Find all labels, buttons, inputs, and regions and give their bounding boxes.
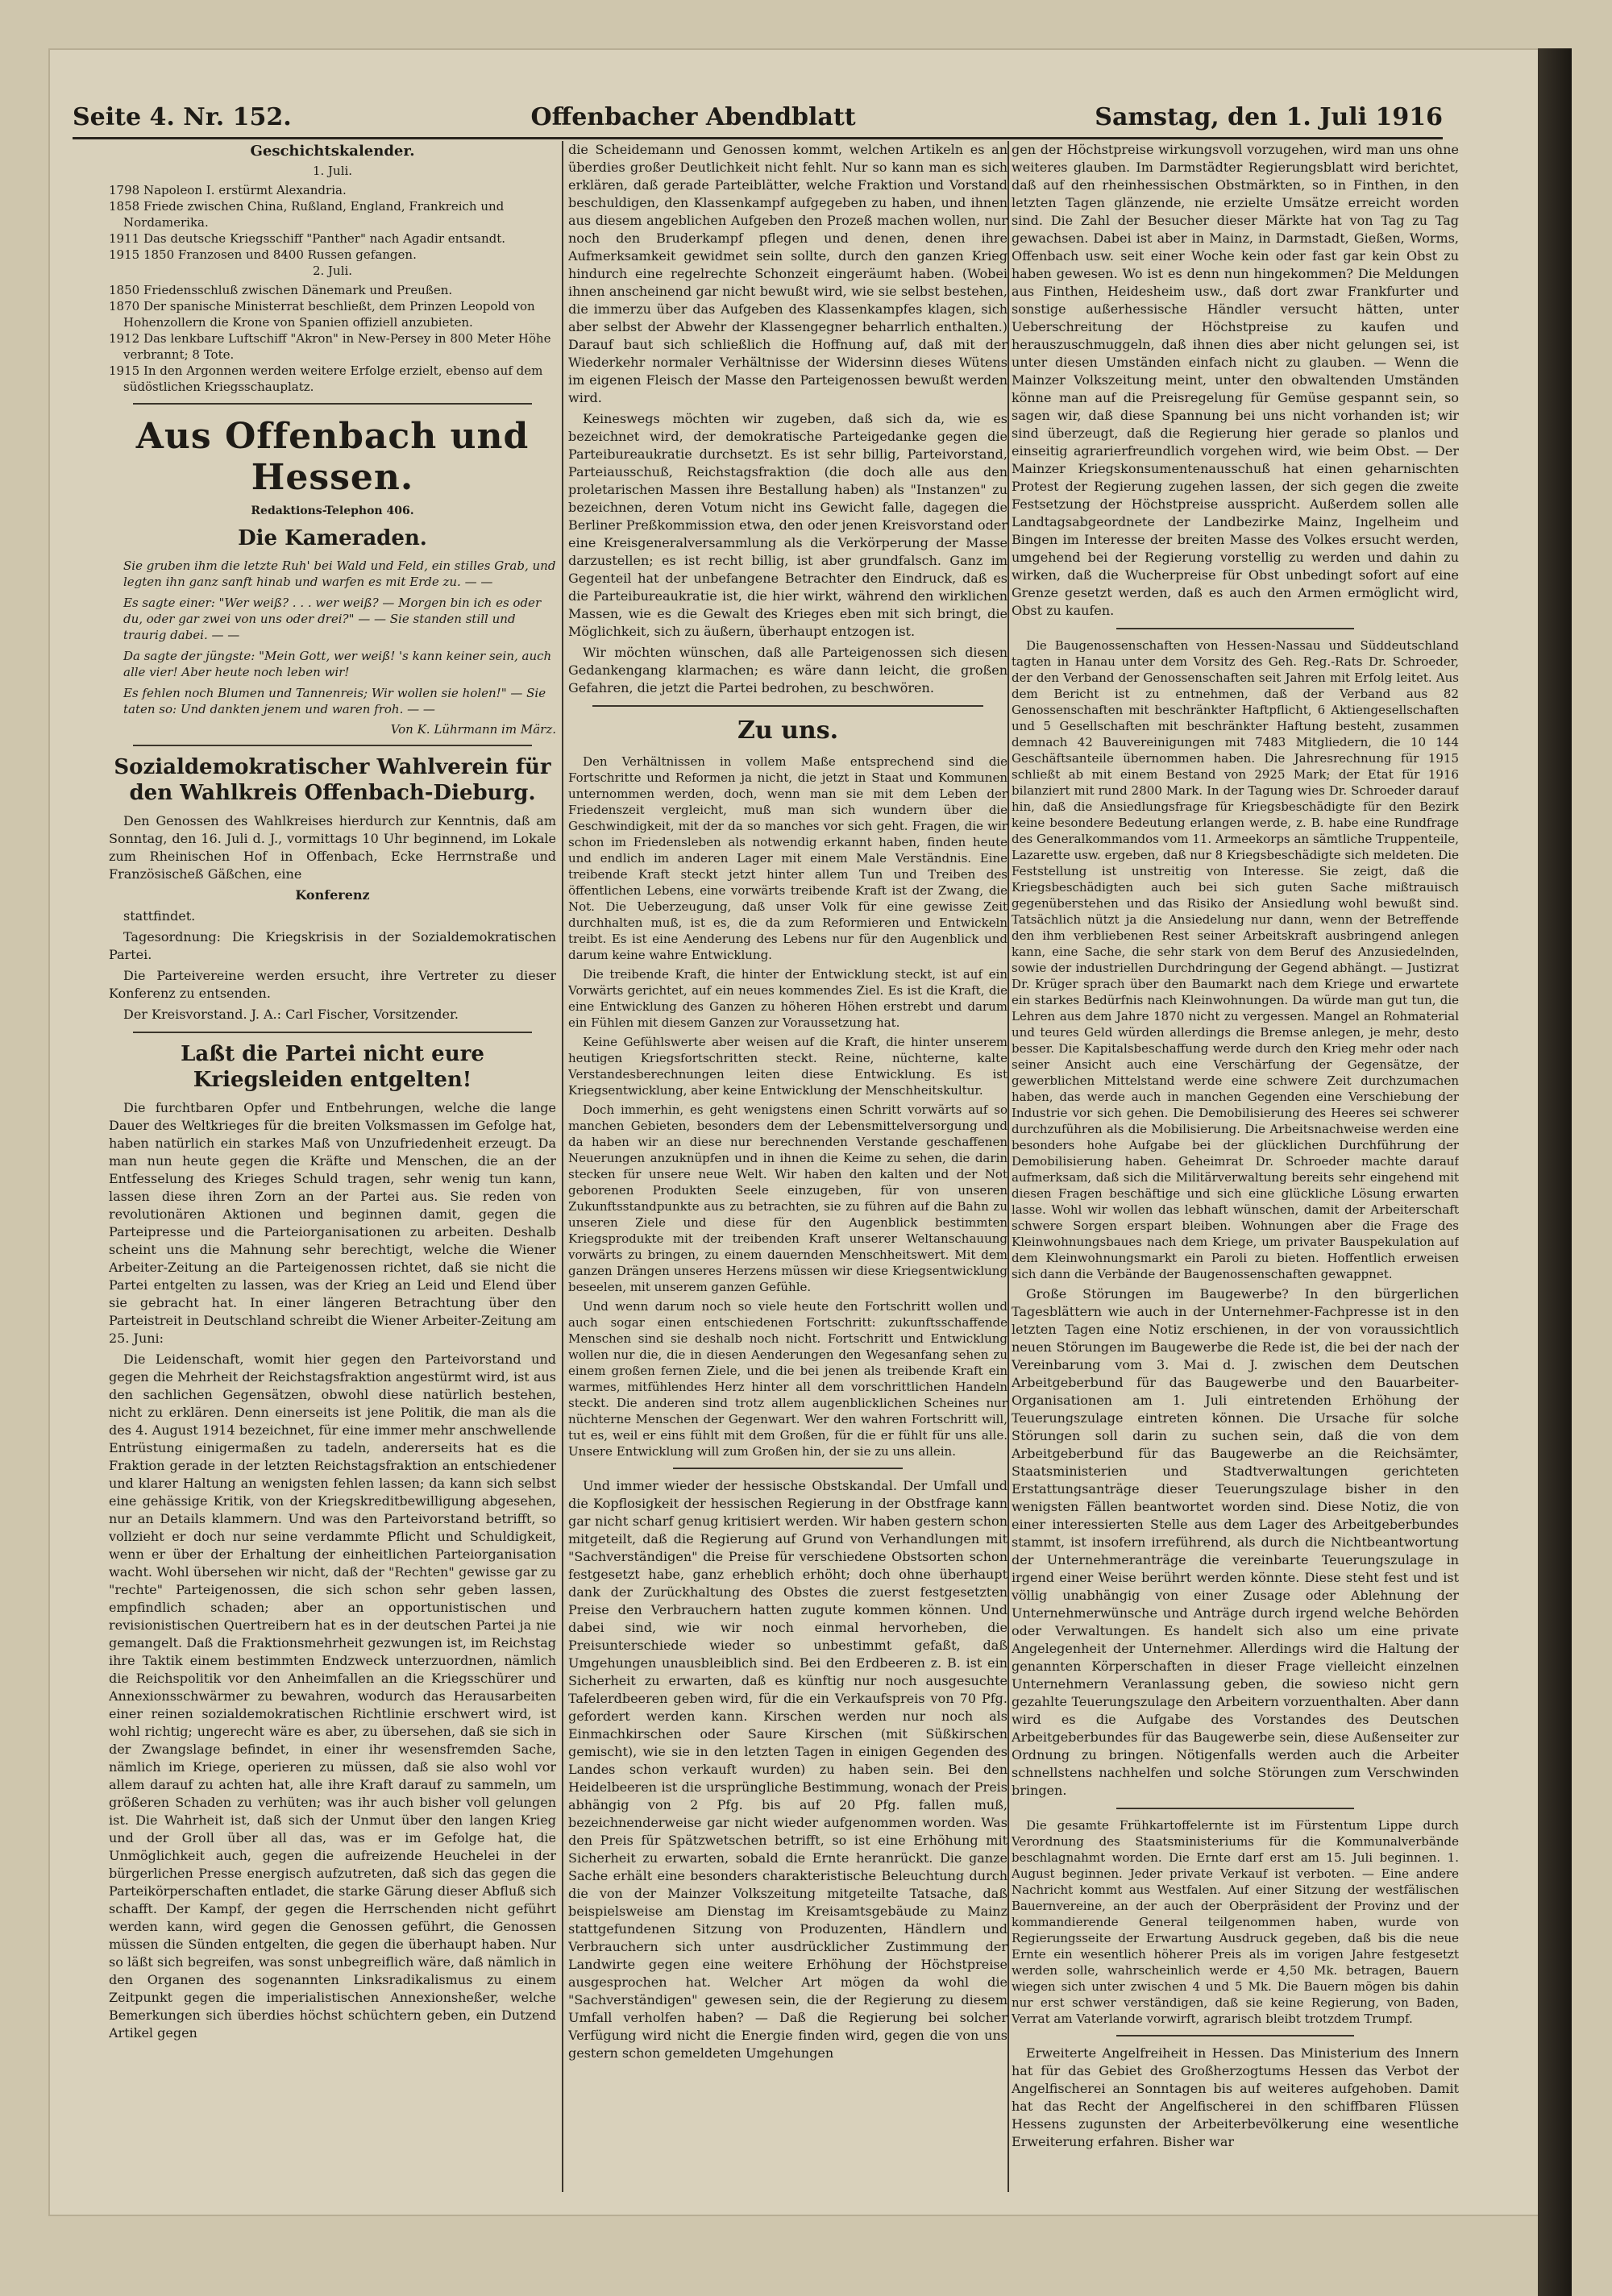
divider [673,1468,903,1469]
divider [133,745,532,746]
page-header [73,97,1443,139]
article-paragraph: Große Störungen im Baugewerbe? In den bürgerlichen Tagesblättern wie auch in der Unternehmer-Fachpresse ist in den letzten Tagen eine Notiz erschienen, in der von voraussichtlich neuen Störungen im Baugewerbe die Rede ist, die bei der nach der Vereinbarung vom 3. Mai d. J. zwischen dem Deutschen Arbeitgeberbund für das Baugewerbe und den Bauarbeiter-Organisationen am 1. Juli eintretenden Erhöhung der Teuerungszulage eintreten können. Die Ursache für solche Störungen soll darin zu suchen sein, daß die von dem Arbeitgeberbund für das Baugewerbe an die Reichsämter, Staatsministerien und Stadtverwaltungen gerichteten Erstattungsanträge dieser Teuerungszulage bisher in den wenigsten Fällen beantwortet worden sind. Diese Notiz, die von einer interessierten Stelle aus dem Lager des Arbeitgeberbundes stammt, ist insofern irreführend, als durch die Nichtbeantwortung der Unternehmeranträge die vereinbarte Teuerungszulage in irgend einer Weise berührt werden könnte. Diese steht fest und ist völlig unabhängig von einer Zusage oder Ablehnung der Unternehmerwünsche und Anträge durch irgend welche Behörden oder Verwaltungen. Es handelt sich also um eine private Angelegenheit der Unternehmer. Allerdings wird die Haltung der genannten Körperschaften in dieser Frage vielleicht einzelnen Unternehmern Veranlassung geben, die sowieso nicht gern gezahlte Teuerungszulage den Arbeitern vorzuenthalten. Aber dann wird es die Aufgabe des Vorstandes des Deutschen Arbeitgeberbundes für das Baugewerbe sein, diese Außenseiter zur Ordnung zu bringen. Nötigenfalls werden auch die Arbeiter schnellstens nachhelfen und solche Störungen zum Verschwinden bringen. [1012,1286,1459,1798]
divider [1116,628,1354,629]
article-paragraph: Und wenn darum noch so viele heute den Fortschritt wollen und auch sogar einen entschiedenen Fortschritt: zukunftsschaffende Menschen sind sie deshalb noch nicht. Fortschritt und Entwicklung wollen nur die, die in diesen Aenderungen den Wegesanfang sehen zu einem großen fernen Ziele, und die bei jenen als treibende Kraft ein warmes, mitfühlendes Herz hinter all dem vorschrittlichen Handeln steckt. Die anderen sind trotz allem augenblicklichen Scheines nur nüchterne Menschen der Gegenwart. Wer den wahren Fortschritt will, tut es, weil er eins fühlt mit dem Großen, für die er fühlt für uns alle. Unsere Entwicklung will zum Großen hin, der sie zu uns allein. [568,1299,1008,1459]
article-paragraph: Tagesordnung: Die Kriegskrisis in der Sozialdemokratischen Partei. [109,929,556,962]
article-paragraph: Den Genossen des Wahlkreises hierdurch zur Kenntnis, daß am Sonntag, den 16. Juli d. J., vormittags 10 Uhr beginnend, im Lokale zum Rheinischen Hof in Offenbach, Ecke Herrnstraße und Französischeß Gäßchen, eine [109,813,556,882]
divider [133,1032,532,1033]
article-paragraph: Keineswegs möchten wir zugeben, daß sich da, wie es bezeichnet wird, der demokratische Parteigedanke gegen die Parteibureaukratie durchsetzt. Es ist sehr billig, Parteivorstand, Parteiausschuß, Reichstagsfraktion (die doch alle aus den proletarischen Massen ihre Bestallung haben) als "Instanzen" zu bezeichnen, deren Votum nicht ins Gewicht falle, dagegen die Berliner Preßkommission etwa, den oder jenen Kreisvorstand oder eine Kreisgeneralversammlung als die Verkörperung der Masse darzustellen; es ist recht billig, ist aber grundfalsch. Ganz im Gegenteil hat der unbefangene Betrachter den Eindruck, daß es die Parteibureaukratie ist, die hier wirkt, während den wirklichen Massen, wie es die Gewalt des Krieges eben mit sich bringt, die Möglichkeit, sich zu äußern, überhaupt entzogen ist. [568,411,1008,639]
calendar-date: 2. Juli. [312,264,353,278]
article-paragraph: Die Baugenossenschaften von Hessen-Nassau und Süddeutschland tagten in Hanau unter dem Vorsitz des Geh. Reg.-Rats Dr. Schroeder, der den Verband der Genossenschaften seit Jahren mit Erfolg leitet. Aus dem Bericht ist zu entnehmen, daß der Verband aus 82 Genossenschaften mit beschränkter Haftpflicht, 6 Aktiengesellschaften und 5 Gesellschaften mit beschränkter Haftung besteht, zusammen demnach 42 Bauvereinigungen mit 7483 Mitgliedern, die 10 144 Geschäftsanteile übernommen haben. Die Jahresrechnung für 1915 schließt ab mit einem Bestand von 2925 Mark; der Etat für 1916 bilanziert mit rund 2800 Mark. In der Tagung wies Dr. Schroeder darauf hin, daß die Ansiedlungsfrage für Kriegsbeschädigte für den Bezirk keine besondere Bedeutung erlangen werde, z. B. habe eine Rundfrage des Generalkommandos vom 11. Armeekorps an sämtliche Truppenteile, Lazarette usw. ergeben, daß nur 8 Kriegsbeschädigte sich meldeten. Die Feststellung ist unstreitig von Interesse. Sie zeigt, daß die Kriegsbeschädigten auch bei sich guten Sache mißtrauisch gegenüberstehen und das Risiko der Ansiedlung wohl bewußt sind. Tatsächlich nützt ja die Ansiedelung nur dann, wenn der Betreffende den ihm verbliebenen Rest seiner Arbeitskraft ausbringend anlegen kann, eine Sache, die sehr stark von dem Beruf des Anzusiedelnden, sowie der industriellen Durchdringung der Gegend abhängt. — Justizrat Dr. Krüger sprach über den Baumarkt nach dem Kriege und erwartete ein starkes Bedürfnis nach Kleinwohnungen. Da würde man gut tun, die Lehren aus dem Jahre 1870 nicht zu vergessen. Mangel an Rohmaterial und teures Geld würden allerdings die Bremse anlegen, je mehr, desto besser. Die Kapitalsbeschaffung werde durch den Krieg mehr oder nach seiner Ansicht auch eine Verschärfung der Gegensätze, der gewerblichen Mittelstand werde eine schwere Zeit durchzumachen haben, das werde auch in manchen Gegenden eine Verschiebung der Industrie vor sich gehen. Die Demobilisierung des Heeres sei schwerer durchzuführen als die Mobilisierung. Die Arbeitsnachweise werden eine besonders hohe Aufgabe bei der glücklichen Durchführung der Demobilisierung haben. Geheimrat Dr. Schroeder machte darauf aufmerksam, daß sich die Militärverwaltung bereits sehr eingehend mit diesen Fragen beschäftige und sich eine glückliche Lösung erwarten lasse. Wohl wir wollen das lebhaft wünschen, damit der Arbeiterschaft schwere Sorgen erspart bleiben. Wohnungen aber die Frage des Kleinwohnungsbaues nach dem Kriege, um privater Bauspekulation auf dem Kleinwohnungsmarkt ein Paroli zu bieten. Hoffentlich erweisen sich dann die Verbände der Baugenossenschaften gewappnet. [1012,638,1459,1281]
divider [1116,2035,1354,2037]
calendar-entry: 1858 Friede zwischen China, Rußland, England, Frankreich und Nordamerika. [109,199,505,230]
poem-stanza: Es sagte einer: "Wer weiß? . . . wer weiß? — Morgen bin ich es oder du, oder gar zwei von uns oder drei?" — — Sie standen still und traurig dabei. — — [123,596,542,642]
column-1 [109,141,556,2204]
calendar-entry: 1911 Das deutsche Kriegsschiff "Panther" nach Agadir entsandt. [109,231,506,246]
divider [592,705,983,707]
column-rule [562,141,563,2192]
article-paragraph: die Scheidemann und Genossen kommt, welchen Artikeln es an überdies großer Deutlichkeit nicht fehlt. Nur so kann man es sich erklären, daß gerade Parteiblätter, welche Fraktion und Vorstand beschuldigen, den Klassenkampf aufgegeben zu haben, und ihnen aus diesem angeblichen Aufgeben den Prozeß machen wollen, nur noch den Bruderkampf pflegen und denen, denen ihre Aufmerksamkeit gewidmet sein sollte, durch den ganzen Krieg hindurch eine regelrechte Schonzeit eingeräumt haben. (Wobei ihnen anscheinend gar nicht bewußt wird, wie sie selbst bestehen, die immerzu über das Aufgeben des Klassenkampfes klagen, sich aber selbst der Abwehr der Klassengegner beharrlich enthalten.) Darauf baut sich schließlich die Hoffnung auf, daß mit der Wiederkehr normaler Verhältnisse der Widersinn dieses Wütens im eigenen Fleisch der Masse den Parteigenossen bewußt werden wird. [568,142,1008,405]
header-page-number: Seite 4. Nr. 152. [73,102,292,131]
zu-uns-title: Zu uns. [737,716,839,745]
calendar-entry: 1915 1850 Franzosen und 8400 Russen gefangen. [109,247,417,262]
column-2 [568,141,1008,2204]
page-edge-shadow [1538,48,1572,2296]
poem-stanza: Es fehlen noch Blumen und Tannenreis; Wir wollen sie holen!" — Sie taten so: Und dankten jenem und waren froh. — — [123,686,546,716]
article-paragraph: Und immer wieder der hessische Obstskandal. Der Umfall und die Kopflosigkeit der hessischen Regierung in der Obstfrage kann gar nicht scharf genug kritisiert werden. Wir haben gestern schon mitgeteilt, daß die Regierung auf Grund von Verhandlungen mit "Sachverständigen" die Preise für verschiedene Obstsorten schon festgesetzt habe, ganz erheblich erhöht; doch ohne überhaupt dank der Zurückhaltung des Obstes die zuerst festgesetzten Preise den Verbrauchern hatten zugute kommen können. Und dabei sind, wie wir noch einmal hervorheben, die Preisunterschiede wieder so unbestimmt gefaßt, daß Umgehungen unausbleiblich sind. Bei den Erdbeeren z. B. ist ein Sicherheit zu erwarten, daß es künftig nur noch ausgesuchte Tafelerdbeeren geben wird, für die ein Verkaufspreis von 70 Pfg. gefordert werden kann. Kirschen werden nur noch als Einmachkirschen oder Saure Kirschen (mit Süßkirschen gemischt), wie sie in den letzten Tagen in einigen Gegenden des Landes schon verkauft wurden) zu haben sein. Bei den Heidelbeeren ist die ursprüngliche Bestimmung, wonach der Preis abhängig von 2 Pfg. bis auf 20 Pfg. fallen muß, bezeichnenderweise gar nicht wieder aufgenommen worden. Was den Preis für Spätzwetschen betrifft, so ist eine Erhöhung mit Sicherheit zu erwarten, sobald die Ernte heranrückt. Die ganze Sache erhält eine besonders charakteristische Beleuchtung durch die von der Mainzer Volkszeitung mitgeteilte Tatsache, daß beispielsweise am Dienstag im Kreisamtsgebäude zu Mainz stattgefundenen Sitzung von Produzenten, Händlern und Verbrauchern sich unter ausdrücklicher Zustimmung der Landwirte gegen eine weitere Erhöhung der Höchstpreise ausgesprochen hat. Welcher Art mögen da wohl die "Sachverständigen" gewesen sein, die der Regierung zu diesem Umfall verholfen haben? — Daß die Regierung bei solcher Verfügung wird nicht die Energie finden wird, gegen die von uns gestern schon gemeldeten Umgehungen [568,1478,1008,2061]
calendar-entry: 1912 Das lenkbare Luftschiff "Akron" in New-Persey in 800 Meter Höhe verbrannt; 8 Tote. [109,331,551,362]
section-title: Aus Offenbach und Hessen. [135,416,530,498]
article-paragraph: stattfindet. [123,908,196,924]
article-paragraph: Die treibende Kraft, die hinter der Entwicklung steckt, ist auf ein Vorwärts gerichtet, auf ein neues kommendes Ziel. Es ist die Kraft, die eine Entwicklung des Ganzen zu höheren Höhen erstrebt und darum ein Fühlen mit diesem Ganzen zur Voraussetzung hat. [568,967,1008,1030]
calendar-entry: 1870 Der spanische Ministerrat beschließt, dem Prinzen Leopold von Hohenzollern die Krone von Spanien offiziell anzubieten. [109,299,535,330]
article-paragraph: Erweiterte Angelfreiheit in Hessen. Das Ministerium des Innern hat für das Gebiet des Großherzogtums Hessen das Verbot der Angelfischerei an Sonntagen bis auf weiteres aufgehoben. Damit hat das Recht der Angelfischerei in den schiffbaren Flüssen Hessens zugunsten der Arbeiterbevölkerung eine wesentliche Erweiterung erfahren. Bisher war [1012,2045,1459,2149]
poem-title: Die Kameraden. [238,526,427,550]
column-3 [1012,141,1459,2204]
calendar-entry: 1915 In den Argonnen werden weitere Erfolge erzielt, ebenso auf dem südöstlichen Kriegsschauplatz. [109,363,543,394]
article-paragraph: Die gesamte Frühkartoffelernte ist im Fürstentum Lippe durch Verordnung des Staatsministeriums für die Kommunalverbände beschlagnahmt worden. Die Ernte darf erst am 15. Juli beginnen. 1. August beginnen. Jeder private Verkauf ist verboten. — Eine andere Nachricht kommt aus Westfalen. Auf einer Sitzung der westfälischen Bauernvereine, an der auch der Oberpräsident der Provinz und der kommandierende General teilgenommen haben, wurde von Regierungsseite der Erwartung Ausdruck gegeben, daß bis die neue Ernte ein wesentlich höherer Preis als im vorigen Jahre festgesetzt werden solle, wahrscheinlich werde er 4,50 Mk. betragen, Bauern wiegen sich unter zwischen 4 und 5 Mk. Die Bauern mögen bis dahin nur erst schwer verständigen, daß sie keine Regierung, von Baden, Verrat am Vaterlande vorwirft, agrarisch bleibt trotzdem Trumpf. [1012,1818,1459,2026]
article-paragraph: Wir möchten wünschen, daß alle Parteigenossen sich diesen Gedankengang klarmachen; es wäre dann leicht, die großen Gefahren, die jetzt die Partei bedrohen, zu beschwören. [568,645,1008,695]
calendar-entry: 1798 Napoleon I. erstürmt Alexandria. [109,183,347,197]
calendar-entry: 1850 Friedensschluß zwischen Dänemark und Preußen. [109,283,453,297]
calendar-date: 1. Juli. [312,164,353,178]
article-paragraph: Die furchtbaren Opfer und Entbehrungen, welche die lange Dauer des Weltkrieges für die breiten Volksmassen im Gefolge hat, haben natürlich ein starkes Maß von Unzufriedenheit erzeugt. Da man nun heute gegen die Kräfte und Menschen, die an der Entfesselung des Krieges Schuld tragen, sehr wenig tun kann, lassen diese ihren Zorn an der Partei aus. Sie reden von revolutionären Aktionen und beginnen damit, gegen die Parteipresse und die Parteiorganisationen zu arbeiten. Deshalb scheint uns die Mahnung sehr berechtigt, welche die Wiener Arbeiter-Zeitung an die Parteigenossen richtet, daß sie nicht die Partei entgelten zu lassen, was der Krieg an Leid und Elend über sie gebracht hat. In einer längeren Betrachtung über den Parteistreit in Deutschland schreibt die Wiener Arbeiter-Zeitung am 25. Juni: [109,1100,556,1346]
column-rule [1008,141,1009,2192]
article-paragraph: gen der Höchstpreise wirkungsvoll vorzugehen, wird man uns ohne weiteres glauben. Im Darmstädter Regierungsblatt wird berichtet, daß auf den rheinhessischen Obstmärkten, so in Finthen, in den letzten Tagen glänzende, nie erzielte Umsätze erreicht worden sind. Die Zahl der Besucher dieser Märkte hat von Tag zu Tag gewachsen. Dabei ist aber in Mainz, in Darmstadt, Gießen, Worms, Offenbach usw. seit einer Woche kein oder fast gar kein Obst zu haben gewesen. Wo ist es denn nun hingekommen? Die Meldungen aus Finthen, Heidesheim usw., daß dort zwar Frankfurter und sonstige außerhessische Händler versucht hätten, unter Ueberschreitung der Höchstpreise zu kaufen und herauszuschmuggeln, daß ihnen dies aber nicht gelungen sei, ist unter diesen Umständen einfach nicht zu glauben. — Wenn die Mainzer Volkszeitung meint, unter den obwaltenden Umständen könne man auf die Preisregelung für Gemüse gespannt sein, so sagen wir, daß diese Spannung bei uns nicht vorhanden ist; wir sind überzeugt, daß die Regierung hier gerade so planlos und einseitig agrarierfreundlich vorgehen wird, wie beim Obst. — Der Mainzer Kriegskonsumentenausschuß hat einen geharnischten Protest der Regierung zugehen lassen, der sich gegen die zweite Festsetzung der Höchstpreise ausspricht. Außerdem sollen alle Landtagsabgeordnete der Landbezirke Mainz, Ingelheim und Bingen im Interesse der breiten Masse des Volkes ersucht werden, umgehend bei der Regierung vorstellig zu werden und dahin zu wirken, daß die Wucherpreise für Obst unbedingt sofort auf eine Grenze gesetzt werden, daß es auch den Armen ermöglicht wird, Obst zu kaufen. [1012,142,1459,618]
header-masthead: Offenbacher Abendblatt [530,102,856,131]
divider [1116,1808,1354,1809]
article-paragraph: Doch immerhin, es geht wenigstens einen Schritt vorwärts auf so manchen Gebieten, besonders dem der Lebensmittelversorgung und da haben wir an diese nur berechnenden Verstande geschaffenen Neuerungen anzuknüpfen und in ihnen die Keime zu sehen, die darin stecken für unsere neue Welt. Wir haben den kalten und der Not geborenen Produkten Seele einzugeben, für von unseren Zukunftsstandpunkte aus zu betrachten, sie zu führen auf die Bahn zu unseren Ziele und diese für den Augenblick bestimmten Kriegsprodukte mit der treibenden Kraft unserer Weltanschauung vorwärts zu bringen, zu einem dauernden Menschheitswert. Mit dem ganzen Drängen unseres Herzens müssen wir diese Kriegsentwicklung beseelen, mit unserem ganzen Gefühle. [568,1102,1008,1294]
poem-author: Von K. Lührmann im März. [390,722,556,737]
calendar-title: Geschichtskalender. [250,143,415,160]
article-signature: Der Kreisvorstand. J. A.: Carl Fischer, Vorsitzender. [123,1007,459,1022]
header-date: Samstag, den 1. Juli 1916 [1095,102,1443,131]
article-paragraph: Die Parteivereine werden ersucht, ihre Vertreter zu dieser Konferenz zu entsenden. [109,968,556,1001]
article-paragraph: Keine Gefühlswerte aber weisen auf die Kraft, die hinter unserem heutigen Kriegsfortschritten steckt. Reine, nüchterne, kalte Verstandesberechnungen leiten diese Entwicklung. Es ist Kriegsentwicklung, aber keine Entwicklung der Menschheitskultur. [568,1035,1008,1098]
section-phone: Redaktions-Telephon 406. [251,504,414,517]
divider [133,403,532,405]
poem-stanza: Da sagte der jüngste: "Mein Gott, wer weiß! 's kann keiner sein, auch alle vier! Aber heute noch leben wir! [123,649,552,679]
article-paragraph: Die Leidenschaft, womit hier gegen den Parteivorstand und gegen die Mehrheit der Reichstagsfraktion angestürmt wird, ist aus den sachlichen Gegensätzen, obwohl diese natürlich bestehen, nicht zu erklären. Denn einerseits ist jene Politik, die man als die des 4. August 1914 bezeichnet, für eine immer mehr anschwellende Entrüstung einigermaßen zu tadeln, andererseits hat es die Fraktion gerade in der letzten Reichstagsfraktion an entschiedener und klarer Haltung an wenigsten fehlen lassen; da kann sich selbst eine gehässige Kritik, von der Kriegskreditbewilligung abgesehen, nur an Details klammern. Und was den Parteivorstand betrifft, so vollzieht er doch nur seine verdammte Pflicht und Schuldigkeit, wenn er über der Erhaltung der einheitlichen Parteiorganisation wacht. Wohl übersehen wir nicht, daß der "Rechten" gewisse gar zu "rechte" Parteigenossen, die sich schon sehr geben lassen, empfindlich schaden; aber an opportunistischen und revisionistischen Quertreibern hat es in der deutschen Partei ja nie gemangelt. Daß die Fraktionsmehrheit gezwungen ist, im Reichstag ihre Taktik einem bestimmten Endzweck unterzuordnen, nämlich die Reichspolitik vor den Anheimfallen an die Kriegsschürer und Annexionsschwärmer zu bewahren, wodurch das Herausarbeiten einer reinen sozialdemokratischen Richtlinie erschwert wird, ist wohl richtig; ungerecht wäre es aber, zu übersehen, daß sie sich in der Zwangslage befindet, in einer ihr wesensfremden Sache, nämlich im Kriege, operieren zu müssen, daß sie also wohl vor allem darauf zu achten hat, alle ihre Kraft darauf zu sammeln, um größeren Schaden zu verhüten; was ihr auch bisher voll gelungen ist. Die Wahrheit ist, daß sich der Unmut über den langen Krieg und der Groll über all das, was er im Gefolge hat, die Unmöglichkeit auch, gegen die aufreizende Heuchelei in der bürgerlichen Presse energisch aufzutreten, daß sich das gegen die Parteikörperschaften entladet, die starke Gärung dieser Abfluß sich schafft. Der Kampf, der gegen die Herrschenden nicht geführt werden kann, wird gegen die Genossen geführt, die Genossen müssen die Sünden entgelten, die gegen die überhaupt haben. Nur so läßt sich begreifen, was sonst unbegreiflich wäre, daß nämlich in den Organen des sogenannten Linksradikalismus zu einem Zeitpunkt gegen die imperialistischen Annexionsheßer, welche Bemerkungen sich überdies höchst schüchtern geben, ein Dutzend Artikel gegen [109,1351,556,2041]
kriegsleiden-title: Laßt die Partei nicht eure Kriegsleiden entgelten! [181,1042,484,1092]
konferenz-heading: Konferenz [295,887,370,903]
poem-stanza: Sie gruben ihm die letzte Ruh' bei Wald und Feld, ein stilles Grab, und legten ihn ganz sanft hinab und warfen es mit Erde zu. — — [123,558,556,589]
wahlverein-title: Sozialdemokratischer Wahlverein für den Wahlkreis Offenbach-Dieburg. [114,755,551,805]
article-paragraph: Den Verhältnissen in vollem Maße entsprechend sind die Fortschritte und Reformen ja nicht, die jetzt in Staat und Kommunen unternommen werden, doch, wenn man sie mit dem Leben der Friedenszeit vergleicht, muß man sich wundern über die Geschwindigkeit, mit der da so manches vor sich geht. Fragen, die wir schon im Friedensleben als notwendig erkannt haben, finden heute und endlich im anderen Lager mit einem Male Verständnis. Eine treibende Kraft steckt jetzt hinter allem Tun und Treiben des öffentlichen Lebens, eine vorwärts treibende Kraft ist der Zwang, die Not. Die Ueberzeugung, daß unser Volk für eine gewisse Zeit durchhalten muß, ist es, die da zum Reformieren und Entwickeln treibt. Es ist eine Aenderung des Lebens nur für den Augenblick und darum keine wahre Entwicklung. [568,754,1008,962]
